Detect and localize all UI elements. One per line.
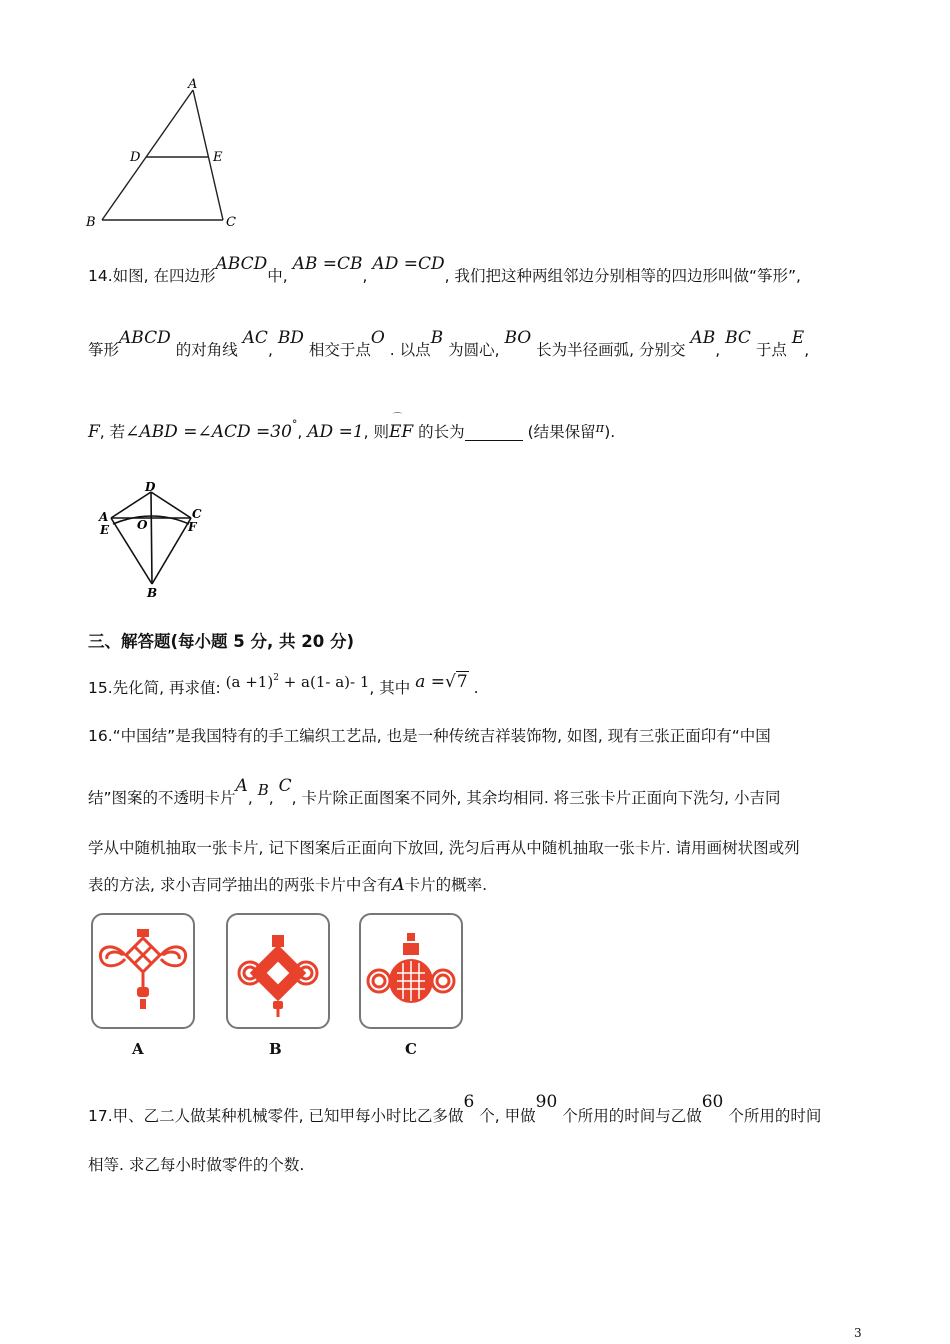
- page-number: 3: [854, 1326, 862, 1340]
- label-C: C: [226, 215, 236, 230]
- kite-label-A: A: [99, 510, 109, 524]
- section-heading: 三、解答题(每小题 5 分, 共 20 分): [88, 632, 355, 651]
- sqrt-symbol: √7: [445, 672, 468, 692]
- q14-number: 14.: [88, 267, 113, 285]
- q16-number: 16.: [88, 727, 113, 745]
- q14-line1: 14.如图, 在四边形ABCD中, AB =CB, AD =CD, 我们把这种两组邻边分别相等的四边形叫做“筝形”,: [88, 254, 801, 285]
- kite-label-O: O: [137, 518, 148, 532]
- triangle-figure: [80, 72, 250, 232]
- kite-label-E: E: [100, 523, 110, 537]
- label-E: E: [213, 150, 223, 165]
- label-B: B: [86, 215, 96, 230]
- q14-line2: 筝形ABCD 的对角线 AC, BD 相交于点O . 以点B 为圆心, BO 长为半径画弧, 分别交 AB, BC 于点 E,: [88, 328, 810, 359]
- q16-line1: 16.“中国结”是我国特有的手工编织工艺品, 也是一种传统吉祥装饰物, 如图, 现有三张正面印有“中国: [88, 727, 771, 745]
- q15-line: 15.先化简, 再求值: $(a +1)^2 + a(1-$ a)- 1, 其中 a =√7 .: [88, 672, 479, 697]
- chinese-knot-a-icon: [93, 915, 193, 1027]
- chinese-knot-b-icon: [228, 915, 328, 1027]
- card-b: [226, 913, 330, 1029]
- arc-symbol: ⌒: [393, 413, 403, 423]
- q16-line3: 学从中随机抽取一张卡片, 记下图案后正面向下放回, 洗匀后再从中随机抽取一张卡片. 请用画树状图或列: [88, 839, 800, 857]
- kite-label-C: C: [192, 507, 202, 521]
- q15-number: 15.: [88, 679, 113, 697]
- card-label-a: A: [132, 1040, 144, 1058]
- kite-label-B: B: [147, 586, 158, 600]
- chinese-knot-c-icon: [361, 915, 461, 1027]
- q14-line3: F, 若∠ABD =∠ACD =30°, AD =1, 则 ⌒ EF 的长为 (结果保留$^\pi$).: [88, 413, 616, 442]
- kite-label-F: F: [188, 520, 197, 534]
- card-c: [359, 913, 463, 1029]
- card-a: [91, 913, 195, 1029]
- card-label-b: B: [269, 1040, 282, 1058]
- label-D: D: [130, 150, 141, 165]
- q17-line1: 17.甲、乙二人做某种机械零件, 已知甲每小时比乙多做6 个, 甲做90 个所用的时间与乙做60 个所用的时间: [88, 1092, 822, 1125]
- q17-number: 17.: [88, 1107, 113, 1125]
- label-A: A: [188, 77, 198, 92]
- kite-figure: [96, 478, 216, 602]
- q16-line4: 表的方法, 求小吉同学抽出的两张卡片中含有A卡片的概率.: [88, 875, 488, 895]
- answer-blank: [465, 426, 523, 441]
- q17-line2: 相等. 求乙每小时做零件的个数.: [88, 1156, 305, 1174]
- card-label-c: C: [405, 1040, 417, 1058]
- q15-expression: $(a +1)^2 + a(1-$ a)- 1: [225, 673, 370, 691]
- kite-label-D: D: [145, 480, 156, 494]
- q16-line2: 结”图案的不透明卡片A, B, C, 卡片除正面图案不同外, 其余均相同. 将三张卡片正面向下洗匀, 小吉同: [88, 776, 781, 807]
